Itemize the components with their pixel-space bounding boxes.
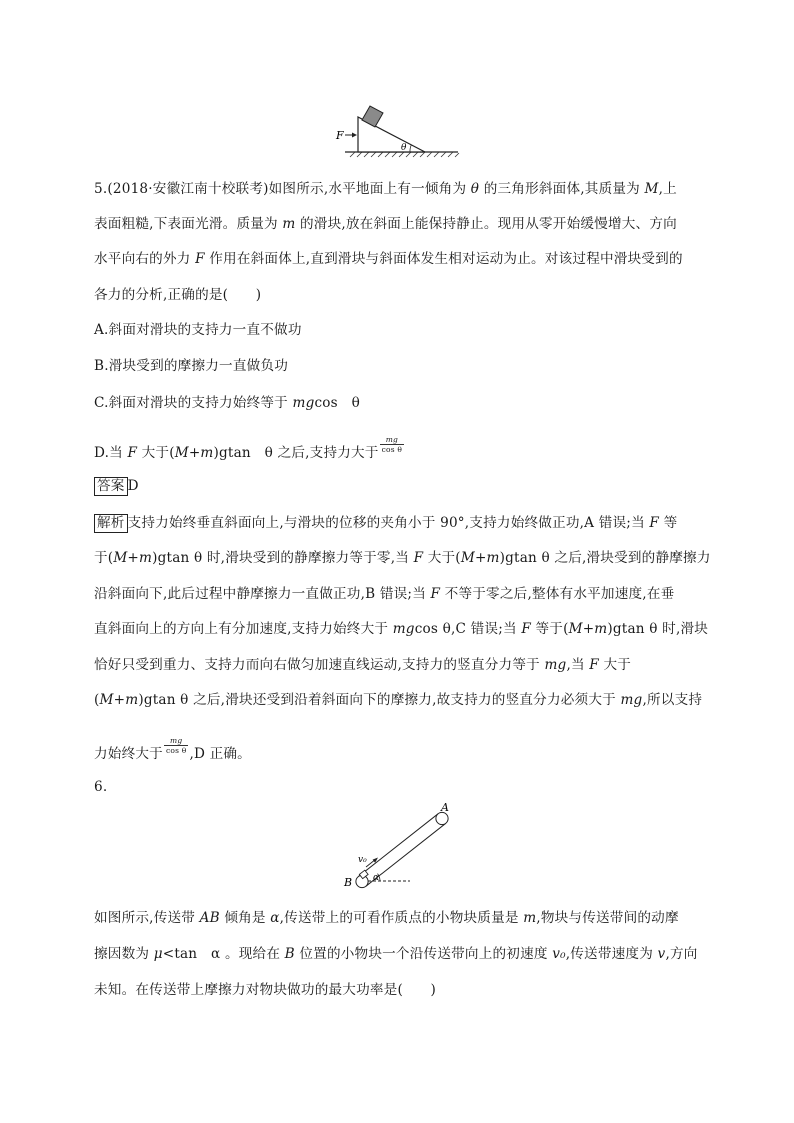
incline-figure (0, 0, 794, 170)
analysis-text: ( (94, 692, 100, 708)
analysis-mass: M+m (568, 621, 608, 637)
q6-alpha: α (270, 910, 280, 926)
q5-text: 水平向右的外力 (94, 251, 196, 267)
answer-line (94, 476, 139, 496)
analysis-mass: M+m (113, 550, 153, 566)
analysis-f: F (413, 550, 424, 566)
analysis-text: 于( (94, 550, 114, 566)
conveyor-figure (0, 800, 794, 920)
analysis-f: F (521, 621, 531, 637)
analysis-text: )gtan θ 之后,滑块受到的静摩擦力 (499, 550, 711, 566)
q6-text: ,传送带上的可看作质点的小物块质量是 (279, 910, 524, 926)
q6-line-3 (94, 980, 436, 1000)
q6-number-text: 6. (94, 779, 108, 795)
q6-v0: v₀ (552, 946, 566, 962)
analysis-text: 恰好只受到重力、支持力而向右做匀加速直线运动,支持力的竖直分力等于 (94, 657, 545, 673)
q6-text: 位置的小物块一个沿传送带向上的初速度 (294, 946, 553, 962)
analysis-text: 等 (659, 515, 678, 531)
fraction-numerator: mg (170, 736, 183, 745)
q5-line-4 (94, 285, 261, 305)
option-b-text: B.滑块受到的摩擦力一直做负功 (94, 358, 289, 374)
q6-text: ,传送带速度为 (565, 946, 658, 962)
option-d-text: 大于( (137, 445, 175, 461)
q5-option-a (94, 320, 302, 340)
analysis-line-4 (94, 619, 708, 639)
option-c-mg: mg (292, 395, 315, 411)
analysis-text: )gtan θ 时,滑块受到的静摩擦力等于零,当 (152, 550, 414, 566)
q6-b: B (284, 946, 295, 962)
q6-m: m (523, 910, 537, 926)
q5-text: 的三角形斜面体,其质量为 (479, 181, 645, 197)
q6-text: 擦因数为 (94, 946, 154, 962)
analysis-text: 支持力始终垂直斜面向上,与滑块的位移的夹角小于 90°,支持力始终做正功,A 错误;当 (127, 515, 650, 531)
q6-text: ,方向 (665, 946, 698, 962)
q5-option-d (94, 435, 405, 463)
belt-upper-line (358, 814, 438, 877)
q6-line-1 (94, 908, 679, 928)
q5-option-b (94, 356, 288, 376)
q5-mass-m: M (644, 181, 659, 197)
q6-text: <tan α 。现给在 (162, 946, 285, 962)
q5-option-c (94, 393, 360, 413)
analysis-mg: mg (392, 621, 415, 637)
analysis-mass: M+m (460, 550, 500, 566)
analysis-text: )gtan θ 时,滑块 (607, 621, 709, 637)
q6-number (94, 777, 107, 797)
option-c-text: C.斜面对滑块的支持力始终等于 (94, 395, 293, 411)
analysis-text: 大于 (598, 657, 632, 673)
analysis-label: 解析 (94, 514, 128, 533)
q6-v: v (657, 946, 666, 962)
label-b: B (344, 876, 353, 889)
analysis-f: F (430, 586, 441, 602)
analysis-text: 力始终大于 (94, 746, 163, 762)
analysis-text: 不等于零之后,整体有水平加速度,在垂 (440, 586, 675, 602)
v0-label: v₀ (358, 855, 367, 865)
option-a-text: A.斜面对滑块的支持力一直不做功 (94, 322, 302, 338)
q5-text: ,上 (658, 181, 677, 197)
option-d-fraction (380, 435, 404, 454)
option-d-text: D.当 (94, 445, 128, 461)
analysis-line-1 (94, 513, 677, 533)
analysis-text: ,D 正确。 (189, 746, 251, 762)
force-arrowhead (352, 133, 357, 138)
q6-text: ,物块与传送带间的动摩 (536, 910, 679, 926)
analysis-text: 大于( (423, 550, 461, 566)
option-d-mass: M+m (174, 445, 214, 461)
label-a: A (441, 801, 449, 814)
q5-text: 各力的分析,正确的是( ) (94, 287, 262, 303)
q5-mass-m: m (282, 216, 296, 232)
analysis-text: )gtan θ 之后,滑块还受到沿着斜面向下的摩擦力,故支持力的竖直分力必须大于 (138, 692, 621, 708)
analysis-fraction (164, 736, 188, 755)
answer-value: D (127, 478, 139, 494)
q5-text: 的滑块,放在斜面上能保持静止。现用从零开始缓慢增大、方向 (295, 216, 677, 232)
q6-text: 未知。在传送带上摩擦力对物块做功的最大功率是( ) (94, 982, 437, 998)
analysis-text: cos θ,C 错误;当 (414, 621, 522, 637)
q6-ab: AB (199, 910, 220, 926)
analysis-text: ,当 (566, 657, 590, 673)
q5-line-1 (94, 179, 677, 199)
theta-label: θ (401, 143, 407, 153)
q5-text: 表面粗糙,下表面光滑。质量为 (94, 216, 283, 232)
option-d-f: F (127, 445, 138, 461)
option-d-text: )gtan θ 之后,支持力大于 (213, 445, 379, 461)
analysis-line-5 (94, 655, 631, 675)
q5-theta: θ (470, 181, 480, 197)
q5-text: 5.(2018·安徽江南十校联考)如图所示,水平地面上有一倾角为 (94, 181, 471, 197)
analysis-line-7 (94, 736, 251, 764)
q5-force-f: F (195, 251, 205, 267)
analysis-line-6 (94, 690, 702, 710)
force-label: F (336, 129, 344, 142)
q6-text: 如图所示,传送带 (94, 910, 200, 926)
analysis-mg: mg (544, 657, 567, 673)
alpha-label: α (373, 873, 380, 883)
fraction-denominator: cos θ (381, 445, 403, 454)
analysis-text: 等于( (530, 621, 569, 637)
analysis-mass: M+m (99, 692, 139, 708)
analysis-mg: mg (620, 692, 643, 708)
q6-text: 倾角是 (219, 910, 271, 926)
analysis-f: F (589, 657, 599, 673)
q5-line-2 (94, 214, 677, 234)
q6-line-2 (94, 944, 698, 964)
analysis-text: ,所以支持 (642, 692, 703, 708)
fraction-denominator: cos θ (165, 746, 187, 755)
analysis-line-3 (94, 584, 674, 604)
option-c-text: cos θ (314, 395, 361, 411)
q6-mu: μ (153, 946, 163, 962)
analysis-text: 沿斜面向下,此后过程中静摩擦力一直做正功,B 错误;当 (94, 586, 431, 602)
answer-label: 答案 (94, 477, 128, 496)
analysis-text: 直斜面向上的方向上有分加速度,支持力始终大于 (94, 621, 393, 637)
analysis-f: F (649, 515, 660, 531)
analysis-line-2 (94, 548, 711, 568)
q5-line-3 (94, 249, 683, 269)
pulley-a (436, 812, 448, 824)
fraction-numerator: mg (385, 435, 399, 444)
q5-text: 作用在斜面体上,直到滑块与斜面体发生相对运动为止。对该过程中滑块受到的 (204, 251, 683, 267)
